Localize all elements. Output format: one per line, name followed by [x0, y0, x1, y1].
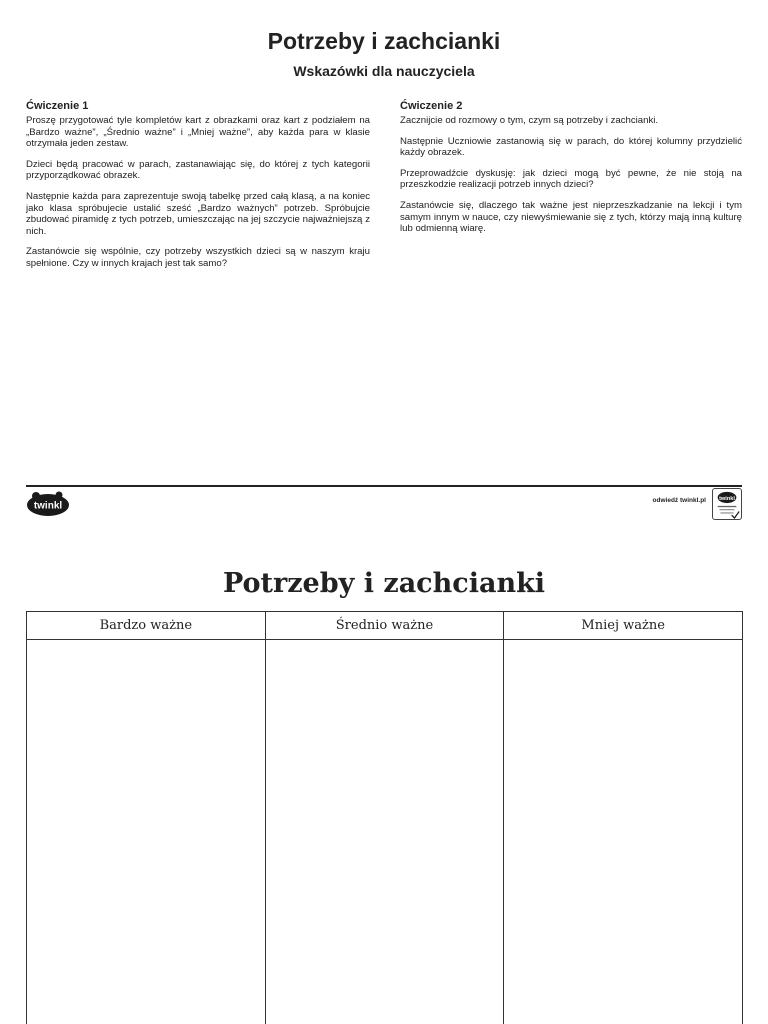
quality-badge-icon	[712, 488, 742, 520]
exercise-2-paragraph: Następnie Uczniowie zastanowią się w parach, do której kolumny przydzielić każdy obrazek.	[400, 135, 742, 159]
exercise-1-section	[26, 100, 370, 279]
exercise-2-paragraph: Zacznijcie od rozmowy o tym, czym są potrzeby i zachcianki.	[400, 115, 659, 126]
very-important-cell	[27, 640, 266, 1024]
exercise-2-paragraph: Zastanówcie się, dlaczego tak ważne jest nieprzeszkadzanie na lekcji i tym samym innym w nauce, czy niewyśmiewanie się z tych, którzy mają inną kulturę lub odmienną wiarę.	[400, 199, 742, 235]
table-row	[27, 640, 743, 1024]
website-link[interactable]: odwiedź twinkl.pl	[652, 497, 706, 504]
footer-divider	[26, 485, 742, 487]
twinkl-logo-text: twinkl	[33, 500, 63, 512]
exercise-2-heading: Ćwiczenie 2	[400, 100, 463, 112]
exercise-1-paragraph: Zastanówcie się wspólnie, czy potrzeby wszystkich dzieci są w naszym kraju spełnione. Czy w innych krajach jest tak samo?	[26, 246, 370, 269]
less-important-cell	[504, 640, 743, 1024]
exercise-1-paragraph: Proszę przygotować tyle kompletów kart z obrazkami oraz kart z podziałem na „Bardzo ważne”, „Średnio ważne” i „Mniej ważne”, aby każda para w klasie otrzymała jeden zestaw.	[26, 115, 370, 150]
sorting-table	[26, 611, 743, 1024]
worksheet-title: Potrzeby i zachcianki	[222, 568, 546, 599]
exercise-2-section	[400, 100, 742, 244]
column-header-very-important: Bardzo ważne	[27, 612, 266, 640]
exercise-1-heading: Ćwiczenie 1	[26, 100, 89, 112]
page-subtitle: Wskazówki dla nauczyciela	[293, 63, 475, 79]
badge-logo-text: twinkl	[719, 495, 735, 502]
column-header-less-important: Mniej ważne	[504, 612, 743, 640]
moderately-important-cell	[265, 640, 504, 1024]
exercise-1-paragraph: Dzieci będą pracować w parach, zastanawiając się, do której z tych kategorii przyporządkować obrazek.	[26, 158, 370, 182]
twinkl-logo	[26, 491, 70, 517]
page-title: Potrzeby i zachcianki	[267, 28, 501, 54]
table-header-row	[27, 612, 743, 640]
exercise-2-paragraph: Przeprowadźcie dyskusję: jak dzieci mogą być pewne, że nie stoją na przeszkodzie realizacji potrzeb innych dzieci?	[400, 167, 742, 191]
column-header-moderately-important: Średnio ważne	[265, 612, 504, 640]
exercise-1-paragraph: Następnie każda para zaprezentuje swoją tabelkę przed całą klasą, a na koniec jako klasa spróbujecie ustalić sześć „Bardzo ważnych” potrzeb. Spróbujcie zbudować piramidę z tych potrzeb, umieszczając na jej szczycie najważniejszą z nich.	[26, 190, 370, 237]
